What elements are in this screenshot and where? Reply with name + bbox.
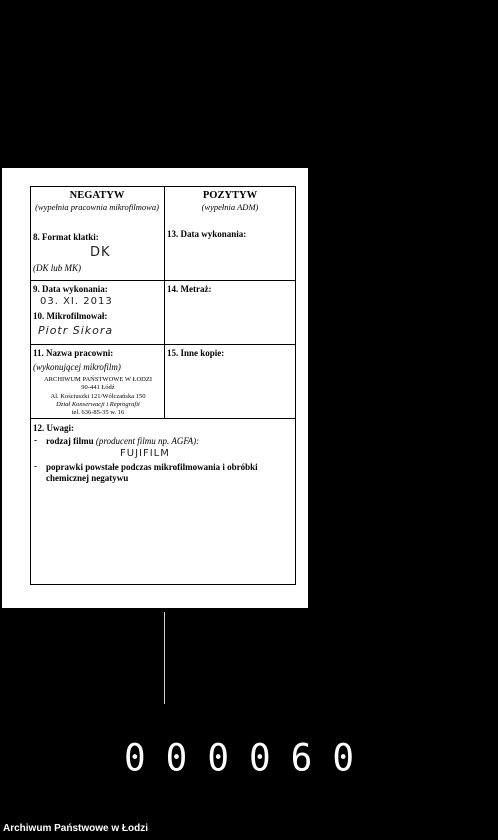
uwagi-film-type-hint: (producent filmu np. AGFA):: [95, 436, 200, 446]
row-divider: [31, 344, 295, 345]
pozytyw-subtitle: (wypełnia ADM): [201, 202, 259, 212]
archive-footer: Archiwum Państwowe w Łodzi: [3, 823, 149, 834]
uwagi-corrections-line2: chemicznej negatywu: [46, 473, 129, 483]
uwagi-corrections-line1: poprawki powstałe podczas mikrofilmowania i obróbki: [46, 462, 258, 472]
field-15-label: 15. Inne kopie:: [167, 348, 225, 358]
archive-stamp: [34, 376, 162, 417]
field-11-hint: (wykonującej mikrofilm): [33, 362, 121, 372]
field-9-value: 03. XI. 2013: [40, 296, 113, 307]
field-8-label: 8. Format klatki:: [33, 232, 99, 242]
stamp-line: ARCHIWUM PAŃSTWOWE W ŁODZI: [43, 376, 153, 383]
field-14-label: 14. Metraż:: [167, 284, 212, 294]
negatyw-subtitle: (wypełnia pracownia mikrofilmowa): [35, 202, 159, 212]
stamp-line: 90-441 Łódź: [81, 384, 115, 392]
stamp-line: tel. 636-85-35 w. 16: [71, 409, 125, 417]
field-10-label: 10. Mikrofilmował:: [33, 311, 108, 321]
bullet-dash: -: [34, 435, 37, 445]
field-11-label: 11. Nazwa pracowni:: [33, 348, 114, 358]
stamp-line: Dział Konserwacji i Reprografii: [56, 400, 140, 408]
stamp-line: Al. Kościuszki 121/Wólczańska 150: [50, 392, 146, 400]
uwagi-film-type-label: rodzaj filmu: [46, 436, 94, 446]
field-10-value: Piotr Sikora: [38, 324, 114, 337]
row-divider: [31, 280, 295, 281]
pozytyw-title: POZYTYW: [202, 190, 258, 201]
uwagi-film-type: [46, 436, 199, 447]
frame-number: 000060: [123, 736, 375, 781]
field-12-label: 12. Uwagi:: [33, 423, 74, 433]
field-8-hint: (DK lub MK): [33, 263, 81, 273]
uwagi-film-type-value: FUJIFILM: [120, 448, 170, 459]
column-divider: [164, 187, 165, 418]
field-8-value: DK: [90, 245, 111, 260]
field-13-label: 13. Data wykonania:: [167, 229, 247, 239]
negatyw-title: NEGATYW: [69, 190, 125, 201]
bullet-dash: -: [34, 461, 37, 471]
film-spine-line: [164, 612, 165, 704]
field-9-label: 9. Data wykonania:: [33, 284, 108, 294]
row-divider: [31, 418, 295, 419]
